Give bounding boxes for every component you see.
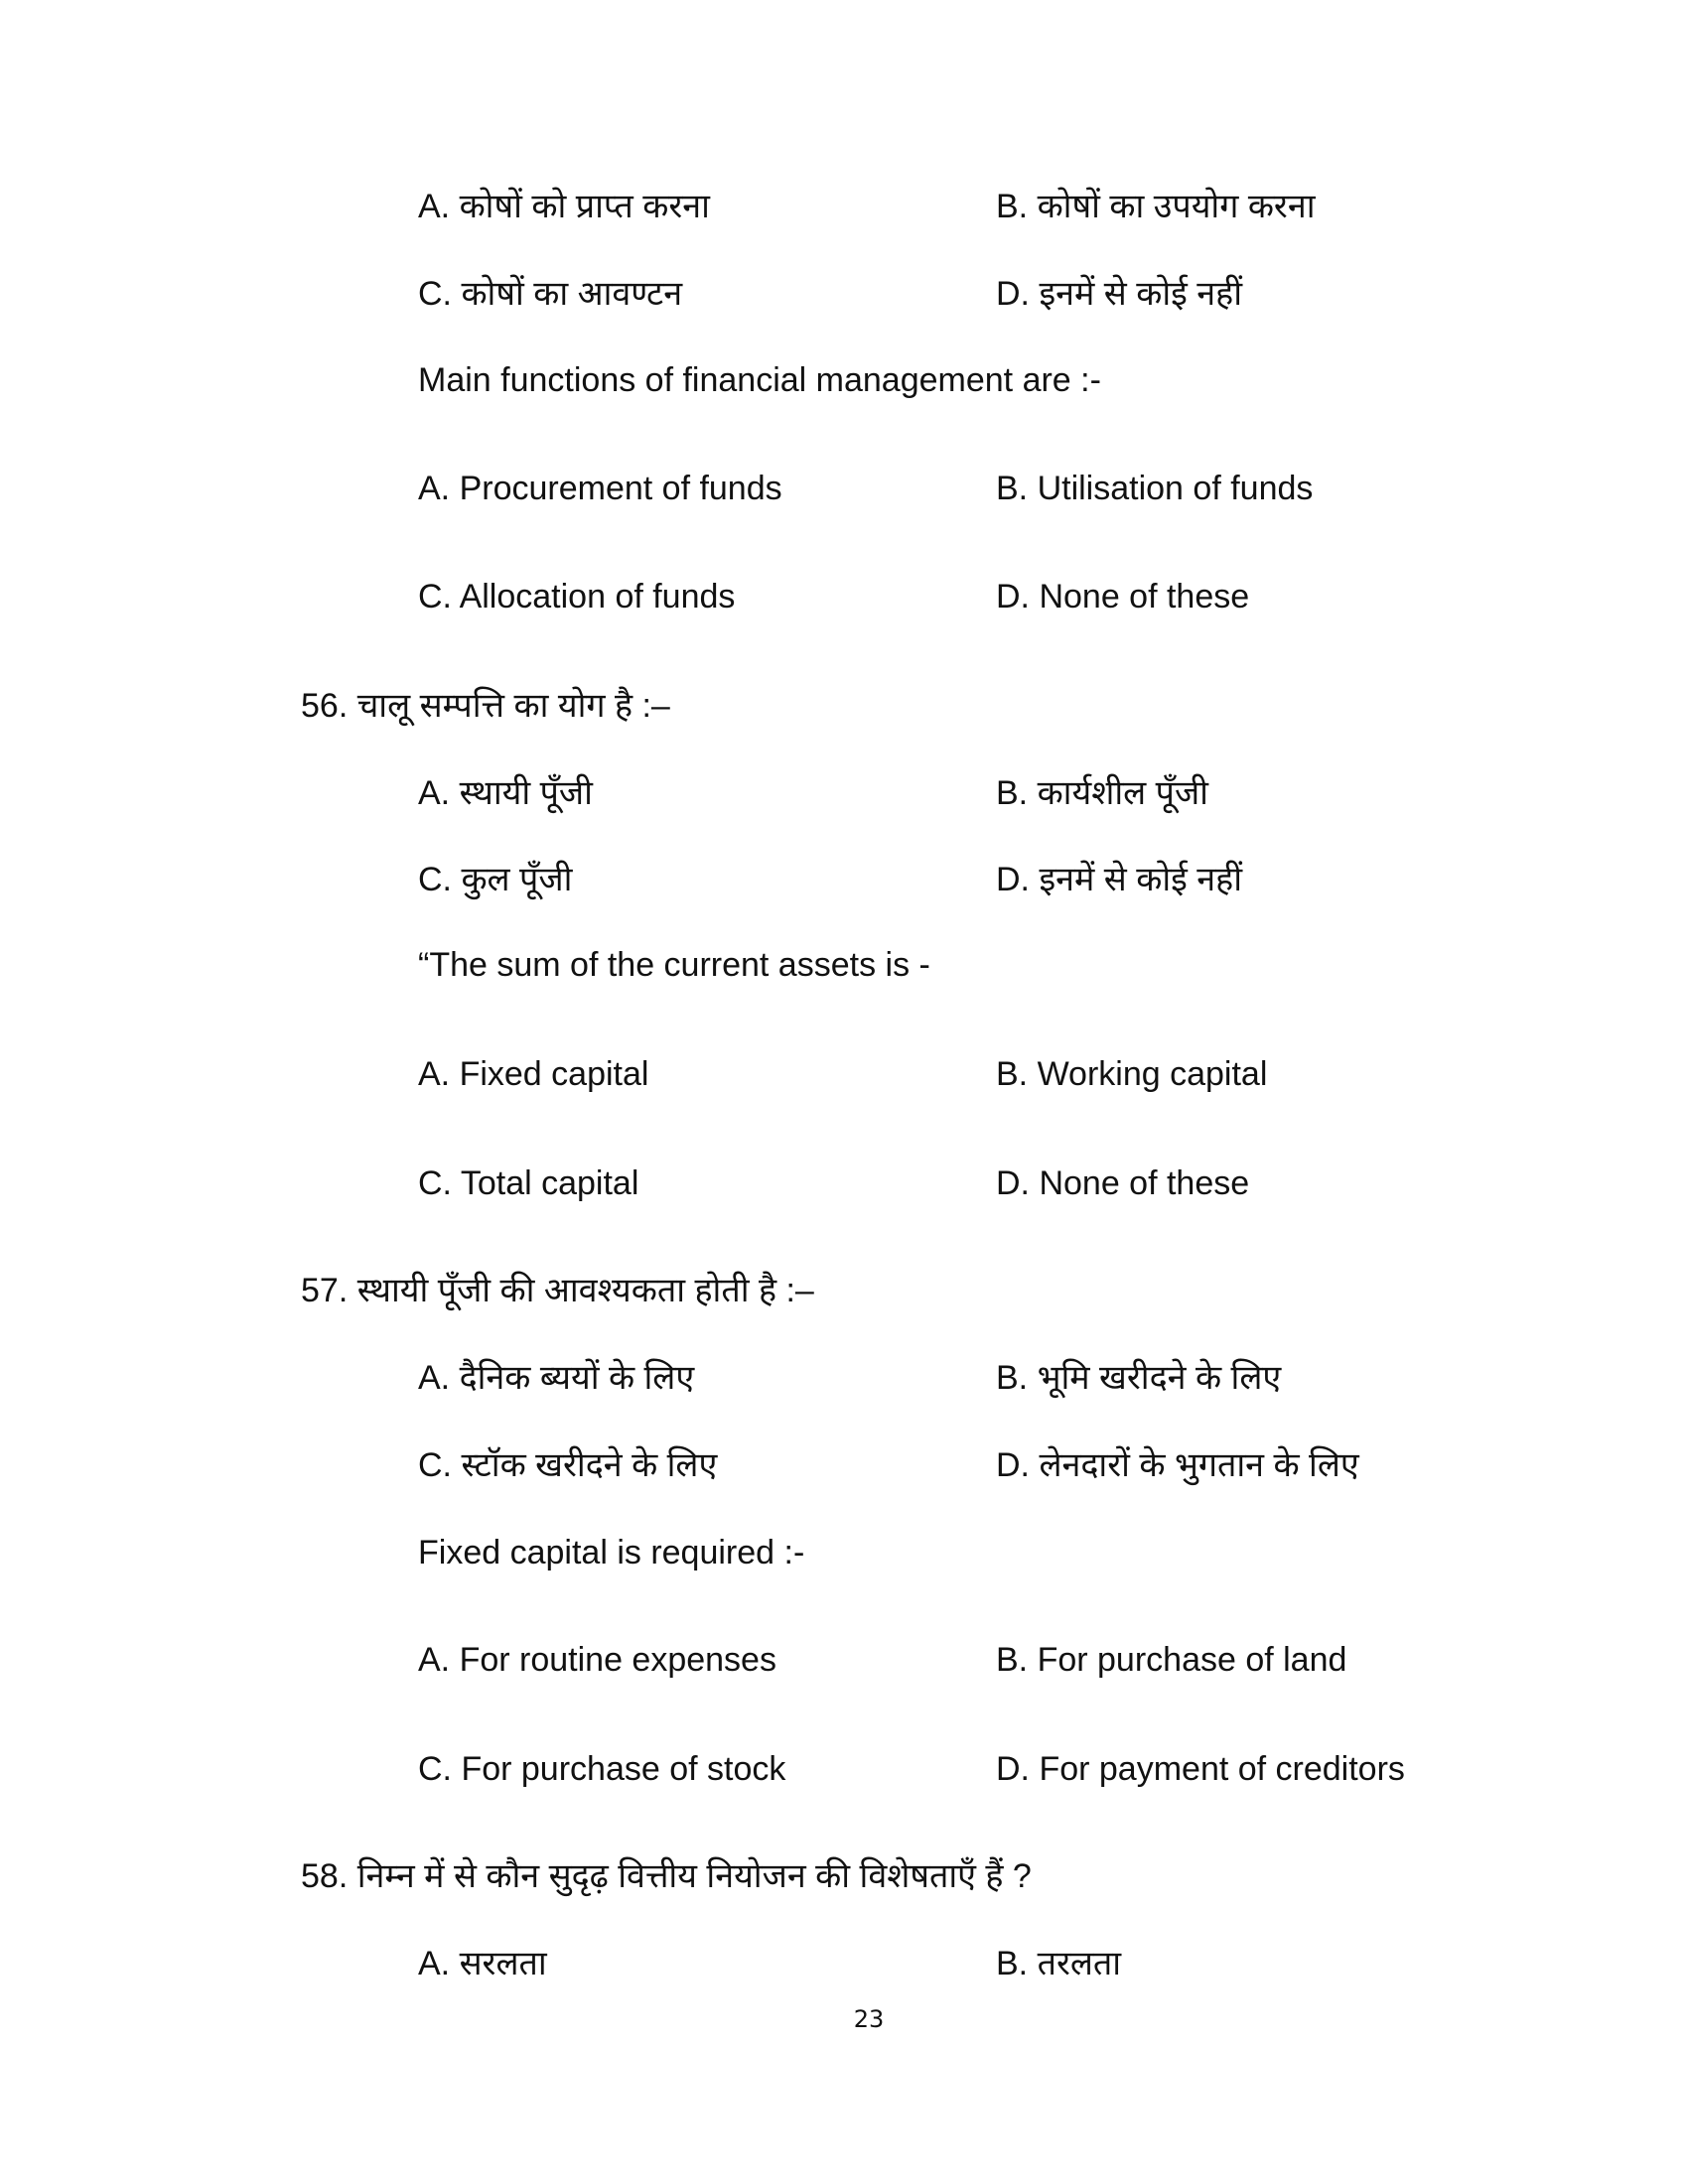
q56-option-d-english: D. None of these	[996, 1164, 1250, 1202]
q56-option-b-english: B. Working capital	[996, 1055, 1268, 1093]
q57-question-hindi: 57. स्थायी पूँजी की आवश्यकता होती है :–	[301, 1272, 814, 1309]
q57-option-b-english: B. For purchase of land	[996, 1641, 1347, 1679]
q56-question-english: “The sum of the current assets is -	[418, 946, 930, 984]
q55-option-c-english: C. Allocation of funds	[418, 578, 736, 615]
q57-option-a-english: A. For routine expenses	[418, 1641, 776, 1679]
q55-option-c-hindi: C. कोषों का आवण्टन	[418, 275, 683, 313]
q55-option-b-hindi: B. कोषों का उपयोग करना	[996, 188, 1316, 225]
q56-option-a-english: A. Fixed capital	[418, 1055, 649, 1093]
q57-option-a-hindi: A. दैनिक ब्ययों के लिए	[418, 1359, 695, 1397]
q56-option-b-hindi: B. कार्यशील पूँजी	[996, 774, 1208, 812]
q58-option-a-hindi: A. सरलता	[418, 1945, 547, 1982]
q55-option-b-english: B. Utilisation of funds	[996, 470, 1314, 507]
q58-option-b-hindi: B. तरलता	[996, 1945, 1122, 1982]
q57-question-english: Fixed capital is required :-	[418, 1534, 805, 1571]
q55-question-english: Main functions of financial management are :-	[418, 361, 1101, 399]
q57-option-b-hindi: B. भूमि खरीदने के लिए	[996, 1359, 1282, 1397]
page-number: 23	[853, 2005, 885, 2033]
q55-option-d-english: D. None of these	[996, 578, 1250, 615]
q56-option-d-hindi: D. इनमें से कोई नहीं	[996, 861, 1243, 898]
q56-question-hindi: 56. चालू सम्पत्ति का योग है :–	[301, 687, 670, 725]
q56-option-c-english: C. Total capital	[418, 1164, 639, 1202]
q57-option-d-english: D. For payment of creditors	[996, 1750, 1405, 1788]
q57-option-d-hindi: D. लेनदारों के भुगतान के लिए	[996, 1446, 1359, 1484]
q58-question-hindi: 58. निम्न में से कौन सुदृढ़ वित्तीय नियोजन की विशेषताएँ हैं ?	[301, 1857, 1032, 1895]
q56-option-c-hindi: C. कुल पूँजी	[418, 861, 573, 898]
q57-option-c-english: C. For purchase of stock	[418, 1750, 786, 1788]
q56-option-a-hindi: A. स्थायी पूँजी	[418, 774, 593, 812]
q57-option-c-hindi: C. स्टॉक खरीदने के लिए	[418, 1446, 718, 1484]
q55-option-a-hindi: A. कोषों को प्राप्त करना	[418, 188, 710, 225]
q55-option-d-hindi: D. इनमें से कोई नहीं	[996, 275, 1243, 313]
q55-option-a-english: A. Procurement of funds	[418, 470, 782, 507]
